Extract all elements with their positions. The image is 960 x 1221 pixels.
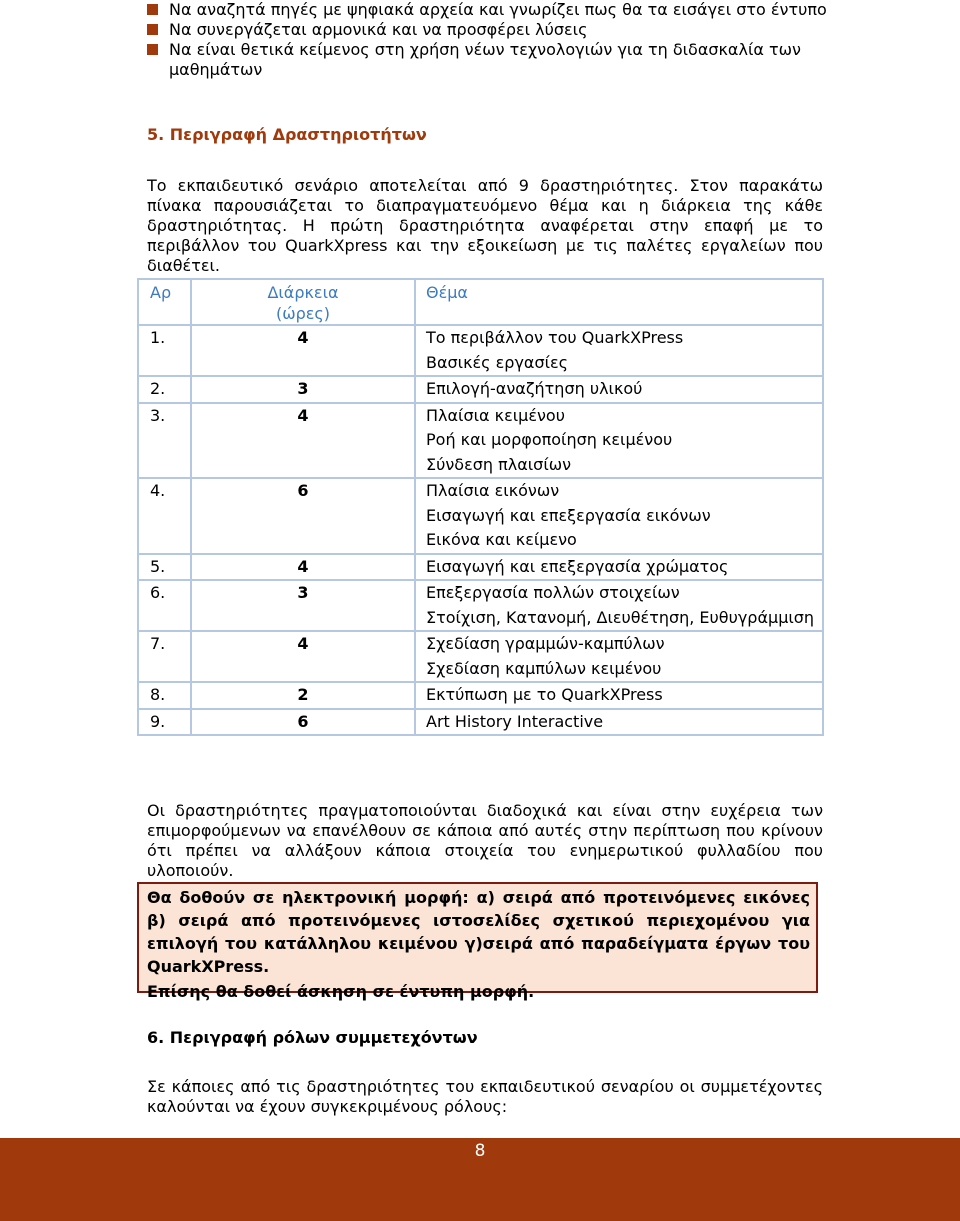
row-topic: Πλαίσια κειμένου Ροή και μορφοποίηση κειμένου Σύνδεση πλαισίων (415, 403, 823, 479)
table-row (138, 709, 823, 736)
row-topic: Εκτύπωση με το QuarkXPress (415, 682, 823, 709)
header-topic: Θέμα (415, 279, 823, 325)
table-row (138, 478, 823, 554)
list-item-text: Να συνεργάζεται αρμονικά και να προσφέρει λύσεις (169, 20, 588, 39)
row-topic: Art History Interactive (415, 709, 823, 736)
table-row (138, 403, 823, 479)
square-bullet-icon (147, 24, 158, 35)
row-hours: 3 (191, 376, 415, 403)
row-hours: 4 (191, 554, 415, 581)
table-row (138, 325, 823, 376)
row-number: 1. (138, 325, 191, 376)
materials-note-box (137, 882, 818, 1001)
row-number: 5. (138, 554, 191, 581)
row-topic: Το περιβάλλον του QuarkXPress Βασικές εργασίες (415, 325, 823, 376)
list-item (145, 40, 845, 80)
section-6-title: 6. Περιγραφή ρόλων συμμετεχόντων (147, 1028, 478, 1047)
note-text: Θα δοθούν σε ηλεκτρονική μορφή: α) σειρά από προτεινόμενες εικόνες β) σειρά από προτεινόμενες ιστοσελίδες σχετικού περιεχομένου για επιλογή του κατάλληλου κειμένου γ)σειρά από παραδείγματα έργων του QuarkXPress. (147, 888, 810, 976)
row-hours: 4 (191, 325, 415, 376)
list-item-text: Να αναζητά πηγές με ψηφιακά αρχεία και γνωρίζει πως θα τα εισάγει στο έντυπο (169, 0, 827, 19)
section-5-intro: Το εκπαιδευτικό σενάριο αποτελείται από 9 δραστηριότητες. Στον παρακάτω πίνακα παρουσιάζεται το διαπραγματευόμενο θέμα και η διάρκεια της κάθε δραστηριότητας. Η πρώτη δραστηριότητα αναφέρεται στην επαφή με το περιβάλλον του QuarkXpress και την εξοικείωση με τις παλέτες εργαλείων που διαθέτει. (147, 176, 823, 275)
section-6-intro: Σε κάποιες από τις δραστηριότητες του εκπαιδευτικού σεναρίου οι συμμετέχοντες καλούνται να έχουν συγκεκριμένους ρόλους: (147, 1077, 823, 1116)
objectives-list (145, 0, 845, 80)
row-hours: 4 (191, 403, 415, 479)
row-hours: 6 (191, 709, 415, 736)
after-table-paragraph: Οι δραστηριότητες πραγματοποιούνται διαδοχικά και είναι στην ευχέρεια των επιμορφούμενων να επανέλθουν σε κάποια από αυτές στην περίπτωση που κρίνουν ότι πρέπει να αλλάξουν κάποια στοιχεία του ενημερωτικού φυλλαδίου που υλοποιούν. (147, 801, 823, 880)
page-number: 8 (474, 1141, 486, 1161)
row-number: 7. (138, 631, 191, 682)
row-number: 4. (138, 478, 191, 554)
header-duration: Διάρκεια (ώρες) (191, 279, 415, 325)
page-footer (0, 1138, 960, 1221)
square-bullet-icon (147, 44, 158, 55)
row-topic: Επιλογή-αναζήτηση υλικού (415, 376, 823, 403)
list-item (145, 20, 845, 40)
table-row (138, 682, 823, 709)
section-5-title: 5. Περιγραφή Δραστηριοτήτων (147, 125, 427, 144)
row-number: 8. (138, 682, 191, 709)
row-topic: Επεξεργασία πολλών στοιχείων Στοίχιση, Κατανομή, Διευθέτηση, Ευθυγράμμιση (415, 580, 823, 631)
row-topic: Εισαγωγή και επεξεργασία χρώματος (415, 554, 823, 581)
header-number: Αρ (138, 279, 191, 325)
table-row (138, 376, 823, 403)
row-topic: Σχεδίαση γραμμών-καμπύλων Σχεδίαση καμπύλων κειμένου (415, 631, 823, 682)
list-item (145, 0, 845, 20)
row-hours: 3 (191, 580, 415, 631)
row-number: 3. (138, 403, 191, 479)
row-topic: Πλαίσια εικόνων Εισαγωγή και επεξεργασία εικόνων Εικόνα και κείμενο (415, 478, 823, 554)
row-number: 9. (138, 709, 191, 736)
list-item-text: Να είναι θετικά κείμενος στη χρήση νέων τεχνολογιών για τη διδασκαλία των μαθημάτων (169, 40, 801, 79)
row-number: 6. (138, 580, 191, 631)
square-bullet-icon (147, 4, 158, 15)
row-hours: 2 (191, 682, 415, 709)
row-number: 2. (138, 376, 191, 403)
table-row (138, 580, 823, 631)
row-hours: 4 (191, 631, 415, 682)
note-text-2: Επίσης θα δοθεί άσκηση σε έντυπη μορφή. (147, 982, 535, 1001)
activities-table (137, 278, 824, 736)
row-hours: 6 (191, 478, 415, 554)
table-row (138, 631, 823, 682)
table-row (138, 554, 823, 581)
table-header-row (138, 279, 823, 325)
